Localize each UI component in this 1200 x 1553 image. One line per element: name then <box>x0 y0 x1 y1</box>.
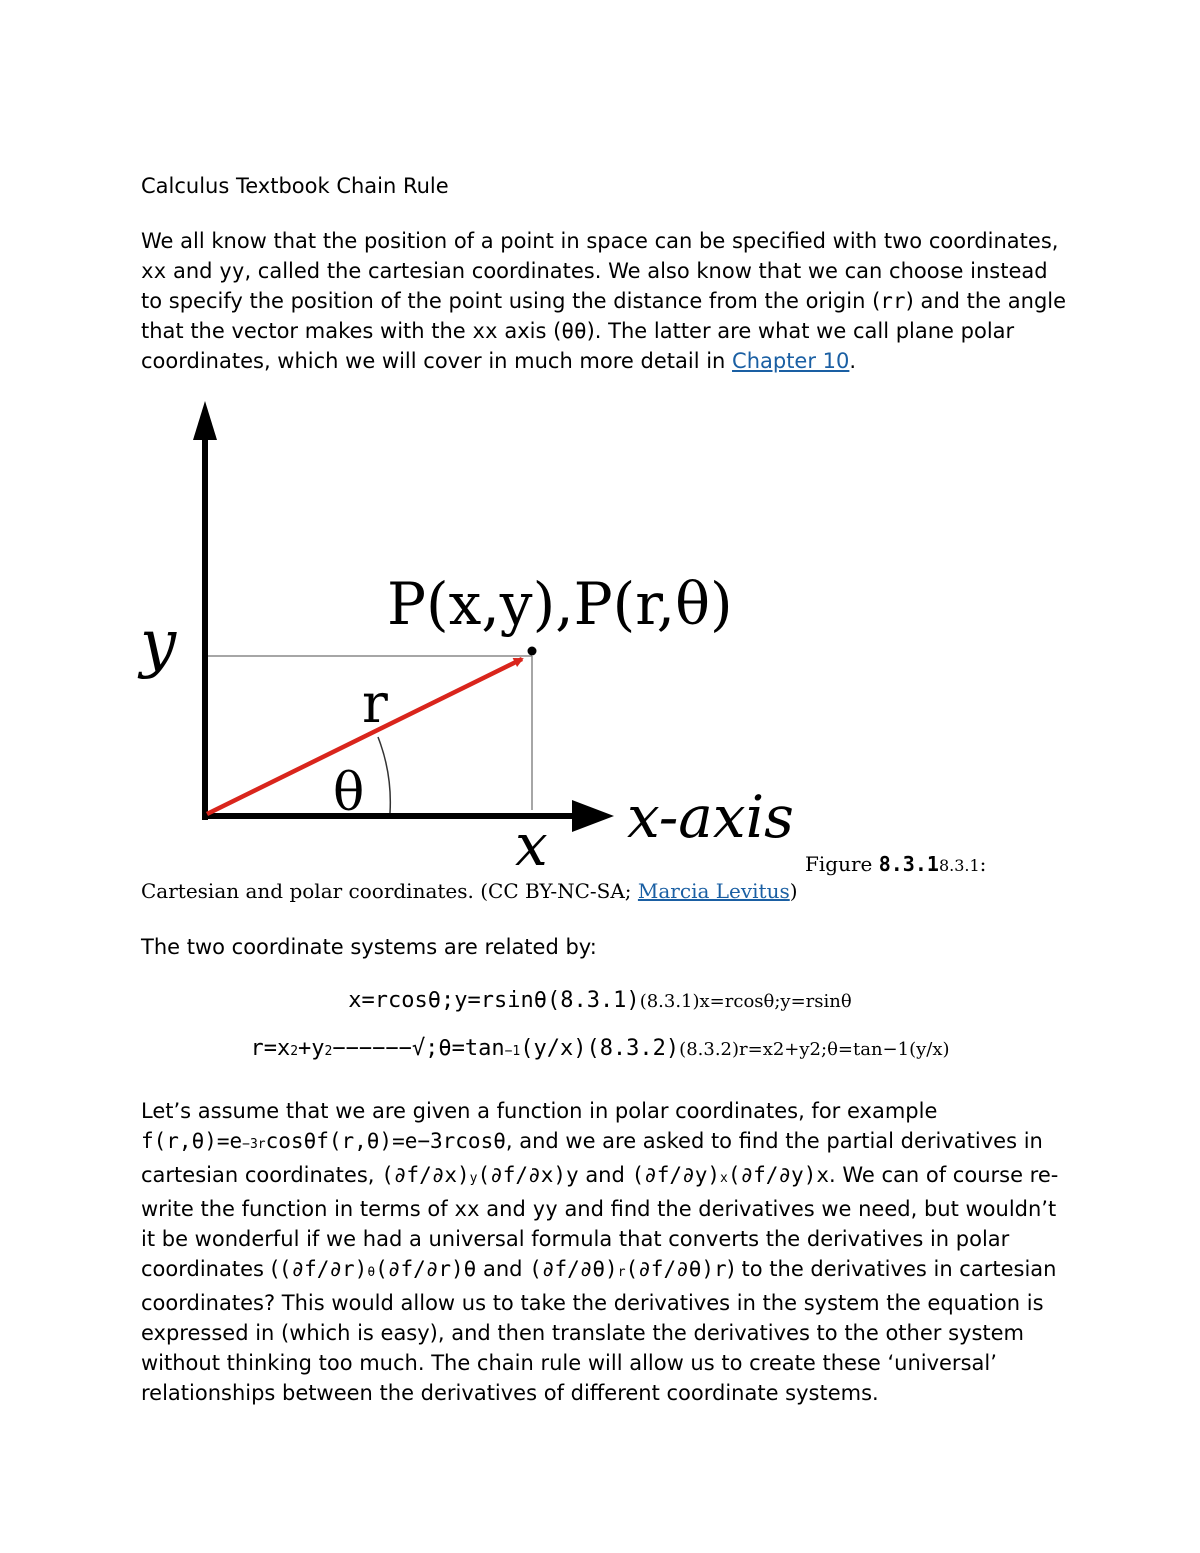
math-theta: θθ <box>561 319 587 343</box>
chapter-10-link[interactable]: Chapter 10 <box>732 349 850 373</box>
relation-text: The two coordinate systems are related by: <box>141 935 597 959</box>
caption-colon: : <box>979 852 987 876</box>
p2-text-2: , and we are asked to find the partial derivatives in cartesian coordinates, <box>141 1129 1043 1187</box>
math-yy: yy <box>532 1197 558 1221</box>
theta-arc <box>378 737 390 813</box>
marcia-levitus-link[interactable]: Marcia Levitus <box>637 879 790 903</box>
deriv2-sub: x <box>720 1171 728 1186</box>
equation-8-3-1 <box>0 988 1200 1013</box>
deriv4-sub: r <box>617 1265 626 1280</box>
p2-text-7: and <box>476 1257 530 1281</box>
p2-text-1: Let’s assume that we are given a function in polar coordinates, for example <box>141 1099 938 1123</box>
eq2-plain: (8.3.2)r=x2+y2;θ=tan−1(y/x) <box>679 1039 950 1060</box>
p2-text-3: and <box>578 1163 632 1187</box>
polar-coordinates-figure <box>130 395 830 885</box>
eq2-sup3: −1 <box>504 1044 521 1059</box>
intro-text-5: axis ( <box>497 319 562 343</box>
deriv1-sub: y <box>469 1171 478 1186</box>
eq2-sup2: 2 <box>324 1044 333 1059</box>
p2-text-5: and <box>479 1197 533 1221</box>
eq2-c: −−−−−−√;θ=tan <box>332 1036 505 1061</box>
intro-text-1: We all know that the position of a point in space can be specified with two coordinates, <box>141 229 1059 253</box>
deriv3-b: (∂f/∂r)θ <box>375 1257 477 1281</box>
caption-prefix: Figure <box>805 852 879 876</box>
deriv3-a: (∂f/∂r) <box>278 1257 368 1281</box>
math-x: xx <box>141 259 167 283</box>
caption-number-math: 8.3.1 <box>878 852 939 876</box>
x-label: x <box>515 811 548 879</box>
caption-number-plain: 8.3.1 <box>938 856 980 875</box>
eq2-d: (y/x)(8.3.2) <box>520 1036 680 1061</box>
figure-caption-text <box>141 879 798 903</box>
point-p-dot <box>528 647 537 656</box>
eq2-a: r=x <box>250 1036 291 1061</box>
intro-text-7: . <box>849 349 857 373</box>
func-a: f(r,θ)=e <box>141 1129 243 1153</box>
intro-text-6: ). The latter are what we call plane polar coordinates, which we will cover in much more detail in <box>141 319 1015 373</box>
caption-close: ) <box>789 879 798 903</box>
intro-paragraph <box>141 226 1071 376</box>
point-label: P(x,y),P(r,θ) <box>387 570 733 638</box>
math-xx: xx <box>454 1197 480 1221</box>
x-axis-label: x-axis <box>627 783 794 851</box>
p2-text-4: . We can of course re-write the function in terms of <box>141 1163 1059 1221</box>
p2-text-6: and find the derivatives we need, but wouldn’t it be wonderful if we had a universal formula that converts the derivatives in polar coordinates ( <box>141 1197 1057 1281</box>
deriv4-a: (∂f/∂θ) <box>529 1257 618 1281</box>
equation-8-3-2 <box>0 1036 1200 1061</box>
eq2-sup1: 2 <box>290 1044 299 1059</box>
deriv2-b: (∂f/∂y)x <box>727 1163 829 1187</box>
eq1-plain: (8.3.1)x=rcosθ;y=rsinθ <box>639 991 852 1012</box>
func-sup: −3r <box>242 1137 266 1152</box>
r-label: r <box>362 672 388 735</box>
deriv3-sub: θ <box>367 1265 376 1280</box>
chain-rule-paragraph <box>141 1096 1071 1408</box>
math-r: rr <box>880 289 906 313</box>
caption-text: Cartesian and polar coordinates. (CC BY-NC-SA; <box>141 879 638 903</box>
eq1-math: x=rcosθ;y=rsinθ(8.3.1) <box>348 988 640 1013</box>
deriv2-a: (∂f/∂y) <box>631 1163 721 1187</box>
p2-text-8: ) to the derivatives in cartesian coordinates? This would allow us to take the derivatives in the system the equation is expressed in (which is easy), and then translate the derivatives to the other system without thinking too much. The chain rule will allow us to create these ‘universal’ relationships between the derivatives of different coordinate systems. <box>141 1257 1057 1405</box>
deriv4-b: (∂f/∂θ)r <box>625 1257 727 1281</box>
theta-label: θ <box>333 763 365 823</box>
func-b: cosθf(r,θ)=e−3rcosθ <box>265 1129 506 1153</box>
math-x-2: xx <box>472 319 498 343</box>
document-title: Calculus Textbook Chain Rule <box>141 174 449 198</box>
x-axis-arrowhead <box>572 800 614 832</box>
y-axis-label: y <box>140 607 177 681</box>
intro-text-2: and <box>166 259 220 283</box>
deriv1-a: (∂f/∂x) <box>381 1163 470 1187</box>
math-y: yy <box>219 259 245 283</box>
intro-text-4: ) and the angle that the vector makes with the <box>141 289 1067 343</box>
eq2-b: +y <box>298 1036 325 1061</box>
deriv1-b: (∂f/∂x)y <box>477 1163 579 1187</box>
intro-text-3: , called the cartesian coordinates. We also know that we can choose instead to specify the position of the point using the distance from the origin ( <box>141 259 1048 313</box>
y-axis-arrowhead <box>193 401 217 440</box>
figure-caption-number <box>805 852 986 876</box>
